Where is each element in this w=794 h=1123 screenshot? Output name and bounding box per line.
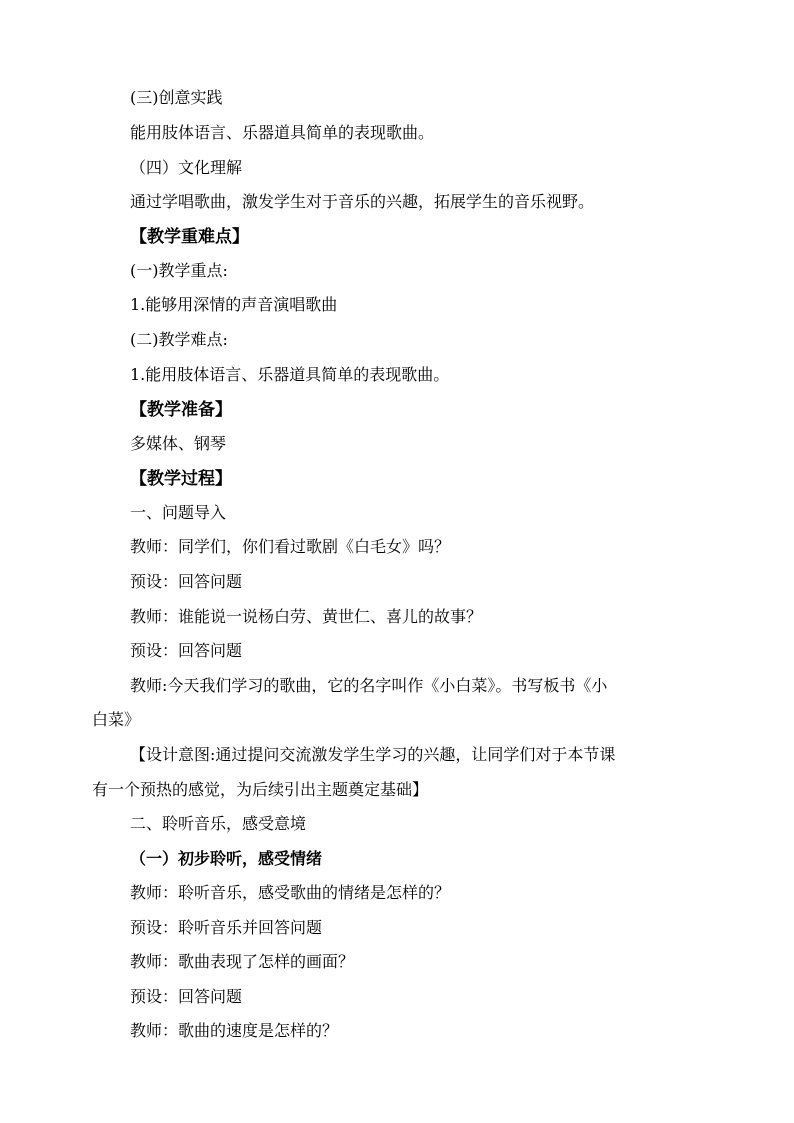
heading-teaching-preparation: 【教学准备】 (130, 400, 232, 420)
dialogue-line: 预设：回答问题 (130, 572, 243, 591)
section-creative-practice: (三)创意实践 (130, 88, 223, 107)
subheading-teaching-focus: (一)教学重点: (130, 261, 228, 280)
section-cultural-understanding: （四）文化理解 (130, 158, 243, 177)
paragraph-creative-practice: 能用肢体语言、乐器道具简单的表现歌曲。 (130, 123, 435, 142)
section-question-intro: 一、问题导入 (130, 503, 227, 522)
section-listen-music: 二、聆听音乐，感受意境 (130, 814, 307, 833)
dialogue-line: 预设：聆听音乐并回答问题 (130, 918, 323, 937)
dialogue-line: 教师：聆听音乐，感受歌曲的情绪是怎样的？ (130, 883, 451, 902)
dialogue-line: 预设：回答问题 (130, 641, 243, 660)
paragraph-teaching-preparation: 多媒体、钢琴 (130, 434, 227, 453)
dialogue-line: 教师：同学们，你们看过歌剧《白毛女》吗？ (130, 537, 451, 556)
subheading-initial-listening: （一）初步聆听，感受情绪 (130, 849, 323, 868)
dialogue-line-continuation: 白菜》 (92, 710, 141, 729)
dialogue-line: 预设：回答问题 (130, 987, 243, 1006)
teaching-difficulty-item-1: 1.能用肢体语言、乐器道具简单的表现歌曲。 (130, 365, 450, 384)
subheading-teaching-difficulty: (二)教学难点: (130, 330, 228, 349)
dialogue-line: 教师：歌曲的速度是怎样的？ (130, 1021, 339, 1040)
teaching-focus-item-1: 1.能够用深情的声音演唱歌曲 (130, 295, 338, 314)
heading-teaching-process: 【教学过程】 (130, 469, 232, 489)
dialogue-line: 教师：谁能说一说杨白劳、黄世仁、喜儿的故事？ (130, 607, 483, 626)
paragraph-cultural-understanding: 通过学唱歌曲，激发学生对于音乐的兴趣，拓展学生的音乐视野。 (130, 192, 595, 211)
design-intent-note-continuation: 有一个预热的感觉，为后续引出主题奠定基础】 (92, 780, 429, 799)
dialogue-line: 教师：歌曲表现了怎样的画面？ (130, 952, 355, 971)
dialogue-line: 教师:今天我们学习的歌曲，它的名字叫作《小白菜》。书写板书《小 (130, 676, 608, 695)
design-intent-note: 【设计意图:通过提问交流激发学生学习的兴趣，让同学们对于本节课 (130, 745, 616, 764)
heading-key-difficult-points: 【教学重难点】 (130, 227, 249, 247)
